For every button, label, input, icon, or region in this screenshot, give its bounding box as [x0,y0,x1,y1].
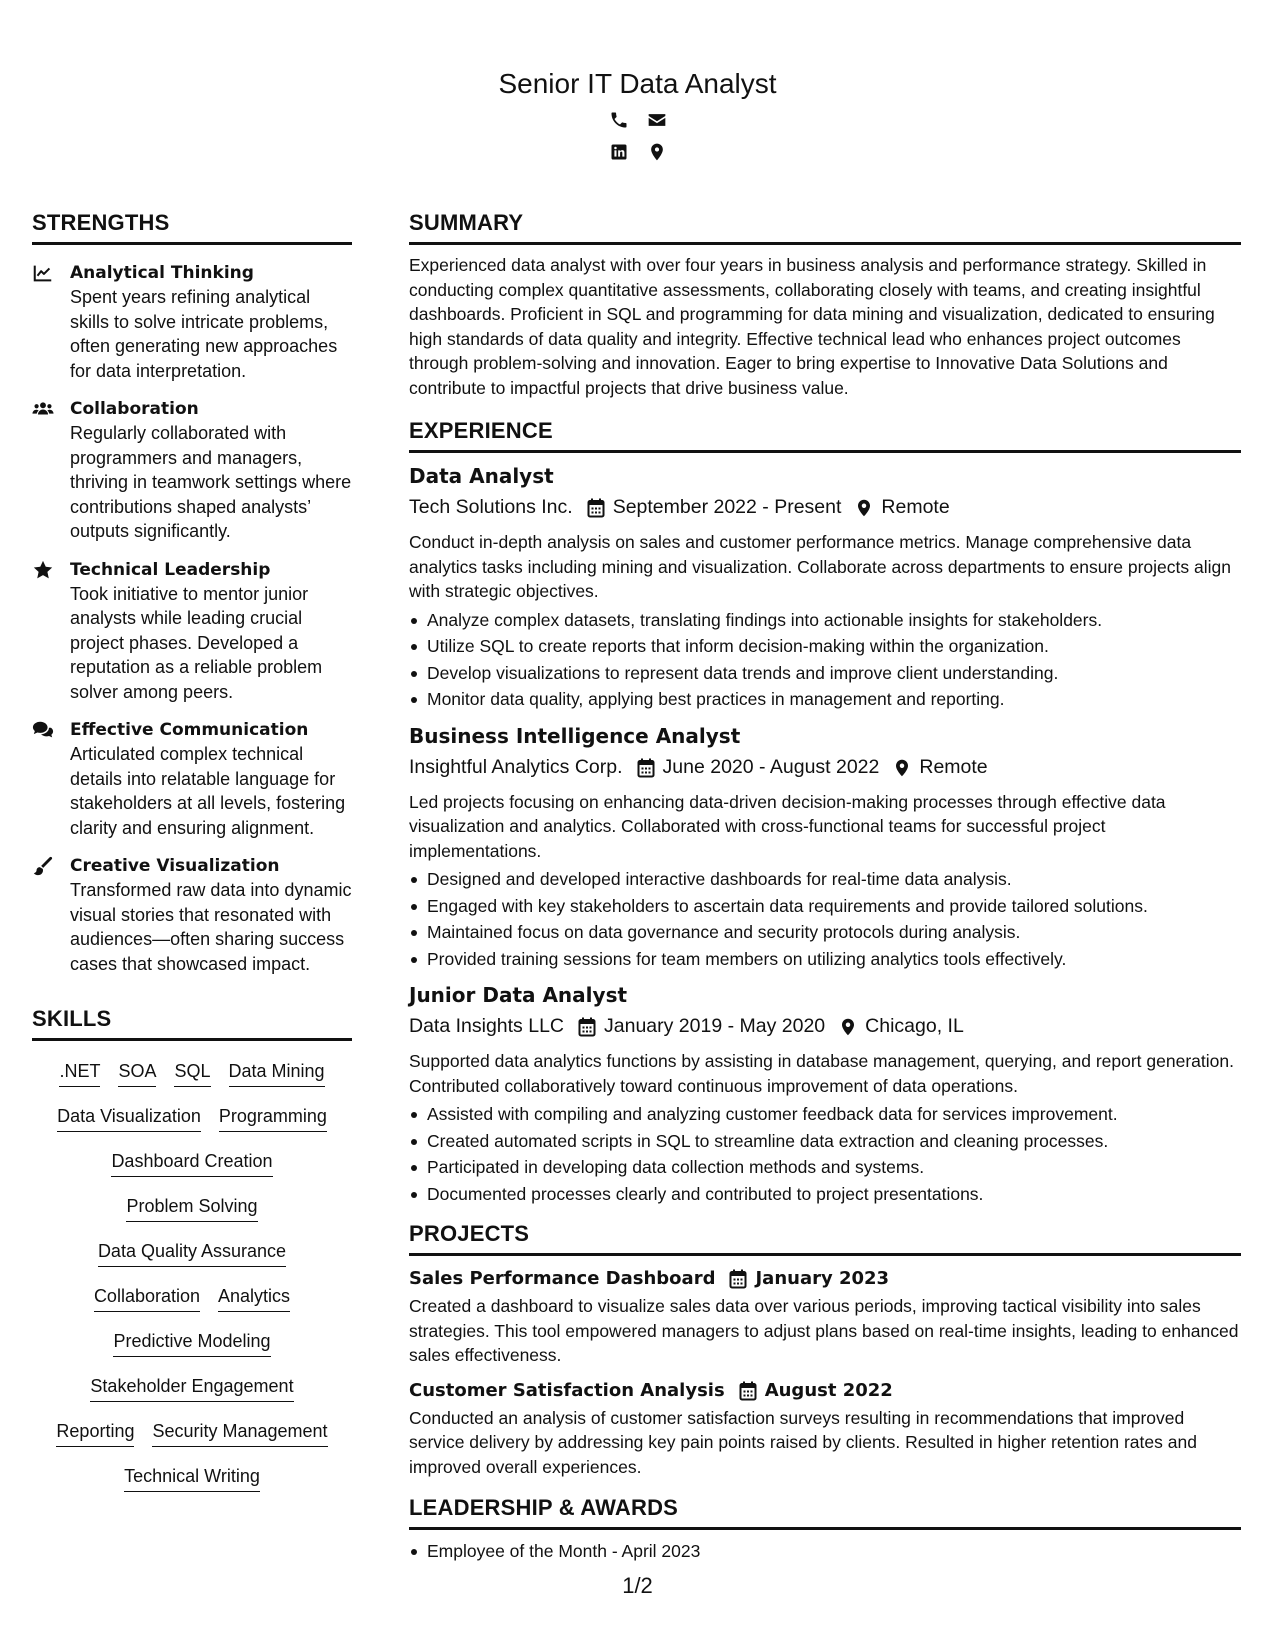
list-item: Assisted with compiling and analyzing customer feedback data for services improvement. [409,1101,1241,1128]
strength-desc: Took initiative to mentor junior analysts while leading crucial project phases. Developed a reputation as a reliable problem solver among peers. [70,583,323,702]
skill-row [32,1096,352,1141]
list-item: Participated in developing data collection methods and systems. [409,1154,1241,1181]
skills-heading: SKILLS [32,1006,352,1041]
strength-desc: Transformed raw data into dynamic visual stories that resonated with audiences—often sharing success cases that showcased impact. [70,880,352,974]
skill-tag: Data Mining [229,1060,325,1087]
job-description: Led projects focusing on enhancing data-driven decision-making processes through effective data visualization and analytics. Collaborated with cross-functional teams for successful project implementations. [409,791,1166,861]
job-meta [409,752,1241,782]
strength-item [32,558,352,705]
summary-text: Experienced data analyst with over four years in business analysis and performance strategy. Skilled in conducting complex quantitative assessments, collaborating closely with teams, and creating insightful dashboards. Proficient in SQL and programming for data mining and visualization, dedicated to ensuring high standards of data quality and integrity. Effective technical lead who enhances project outcomes through problem-solving and innovation. Eager to bring expertise to Innovative Data Solutions and contribute to impactful projects that drive business value. [409,255,1215,398]
job-dates: June 2020 - August 2022 [662,755,880,778]
skill-tag: Dashboard Creation [111,1150,272,1177]
skill-tag: Reporting [56,1420,134,1447]
resume-header [0,68,1275,162]
skill-tag: Stakeholder Engagement [90,1375,293,1402]
skill-tag: Data Visualization [57,1105,201,1132]
skill-row [32,1366,352,1411]
phone-icon[interactable] [609,110,629,130]
strength-title: Creative Visualization [70,856,280,876]
job-description: Supported data analytics functions by assisting in database management, querying, and report generation. Contributed collaboratively toward continuous improvement of data operations. [409,1051,1234,1096]
skill-row [32,1456,352,1501]
job-description: Conduct in-depth analysis on sales and customer performance metrics. Manage comprehensive data analytics tasks including mining and visualization. Collaborate across departments to ensure projects align with strategic objectives. [409,532,1231,601]
skill-tag: Security Management [152,1420,327,1447]
project-entry [409,1378,1241,1480]
strength-title: Collaboration [70,399,199,419]
skill-tag: Problem Solving [126,1195,257,1222]
skill-row [32,1321,352,1366]
skill-tag: SOA [118,1060,156,1087]
strength-item [32,397,352,544]
list-item: Designed and developed interactive dashboards for real-time data analysis. [409,866,1241,893]
company-name: Data Insights LLC [409,1015,565,1037]
experience-heading: EXPERIENCE [409,418,1241,453]
company-name: Insightful Analytics Corp. [409,755,623,778]
strength-desc: Spent years refining analytical skills to solve intricate problems, often generating new approaches for data interpretation. [70,287,338,381]
star-icon [32,559,54,581]
contact-row-1 [0,110,1275,130]
skill-tag: Collaboration [94,1285,200,1312]
list-item: Utilize SQL to create reports that inform decision-making within the organization. [409,633,1241,660]
linkedin-icon[interactable] [609,142,629,162]
job-role: Junior Data Analyst [409,983,628,1007]
skill-tag: .NET [59,1060,100,1087]
project-description: Conducted an analysis of customer satisfaction surveys resulting in recommendations that improved service delivery by addressing key pain points raised by clients. Resulted in higher retention rates and improved overall experiences. [409,1407,1197,1477]
job-meta [409,492,1241,522]
job-bullets [409,1101,1241,1207]
strengths-heading: STRENGTHS [32,210,352,245]
project-description: Created a dashboard to visualize sales data over various periods, improving tactical visibility into sales strategies. This tool empowered managers to adjust plans based on real-time insights, leading to enhanced sales effectiveness. [409,1296,1239,1365]
calendar-icon [729,1269,747,1289]
skill-row [32,1141,352,1186]
location-pin-icon[interactable] [647,142,667,162]
job-location: Chicago, IL [865,1015,964,1037]
job-bullets [409,607,1241,713]
calendar-icon [739,1381,757,1401]
users-icon [32,398,54,420]
leadership-list [409,1538,1241,1565]
project-date: January 2023 [755,1268,890,1289]
skill-tag: Predictive Modeling [113,1330,270,1357]
skill-row [32,1186,352,1231]
skill-tag: Analytics [218,1285,290,1312]
skills-list [32,1051,352,1501]
strength-title: Effective Communication [70,720,309,740]
comments-icon [32,719,54,741]
strength-desc: Articulated complex technical details into relatable language for stakeholders at all levels, fostering clarity and ensuring alignment. [70,744,346,838]
job-dates: January 2019 - May 2020 [604,1015,826,1037]
skill-row [32,1231,352,1276]
paint-brush-icon [32,855,54,877]
location-pin-icon [839,1016,857,1036]
job-dates: September 2022 - Present [612,496,842,518]
projects-heading: PROJECTS [409,1221,1241,1256]
job-entry [409,980,1241,1207]
strength-item [32,261,352,383]
list-item: Monitor data quality, applying best practices in management and reporting. [409,686,1241,713]
skill-row [32,1276,352,1321]
project-entry [409,1266,1241,1368]
list-item: Employee of the Month - April 2023 [409,1538,1241,1565]
line-chart-icon [32,262,54,284]
location-pin-icon [893,757,911,777]
project-title-row [409,1266,1241,1292]
strength-item [32,718,352,840]
calendar-icon [637,757,655,777]
skill-tag: SQL [174,1060,210,1087]
job-entry [409,721,1241,973]
left-column [32,210,352,1501]
calendar-icon [587,497,605,517]
project-title-row [409,1378,1241,1404]
leadership-heading: LEADERSHIP & AWARDS [409,1495,1241,1530]
list-item: Documented processes clearly and contributed to project presentations. [409,1181,1241,1208]
job-role: Data Analyst [409,464,554,488]
location-pin-icon [855,497,873,517]
list-item: Provided training sessions for team members on utilizing analytics tools effectively. [409,946,1241,973]
list-item: Maintained focus on data governance and security protocols during analysis. [409,919,1241,946]
strength-item [32,854,352,976]
list-item: Engaged with key stakeholders to ascertain data requirements and provide tailored solutions. [409,893,1241,920]
job-role: Business Intelligence Analyst [409,723,741,748]
job-bullets [409,866,1241,972]
strength-title: Analytical Thinking [70,263,254,283]
list-item: Develop visualizations to represent data trends and improve client understanding. [409,660,1241,687]
summary-heading: SUMMARY [409,210,1241,245]
list-item: Created automated scripts in SQL to streamline data extraction and cleaning processes. [409,1128,1241,1155]
job-location: Remote [881,496,950,518]
page-number: 1/2 [622,1573,653,1598]
list-item: Analyze complex datasets, translating findings into actionable insights for stakeholders. [409,607,1241,634]
job-location: Remote [919,755,988,778]
job-entry [409,461,1241,713]
job-meta [409,1011,1241,1041]
skill-tag: Data Quality Assurance [98,1240,286,1267]
skill-row [32,1411,352,1456]
skill-tag: Technical Writing [124,1465,260,1492]
contact-row-2 [0,142,1275,162]
strength-desc: Regularly collaborated with programmers and managers, thriving in teamwork settings where contributions shaped analysts’ outputs significantly. [70,423,352,541]
company-name: Tech Solutions Inc. [409,496,573,518]
envelope-icon[interactable] [647,110,667,130]
strength-title: Technical Leadership [70,559,271,580]
project-title: Sales Performance Dashboard [409,1268,716,1289]
skill-tag: Programming [219,1105,327,1132]
skill-row [32,1051,352,1096]
right-column [409,210,1241,1565]
project-date: August 2022 [764,1379,893,1401]
calendar-icon [578,1016,596,1036]
job-title: Senior IT Data Analyst [498,68,777,99]
project-title: Customer Satisfaction Analysis [409,1379,725,1401]
